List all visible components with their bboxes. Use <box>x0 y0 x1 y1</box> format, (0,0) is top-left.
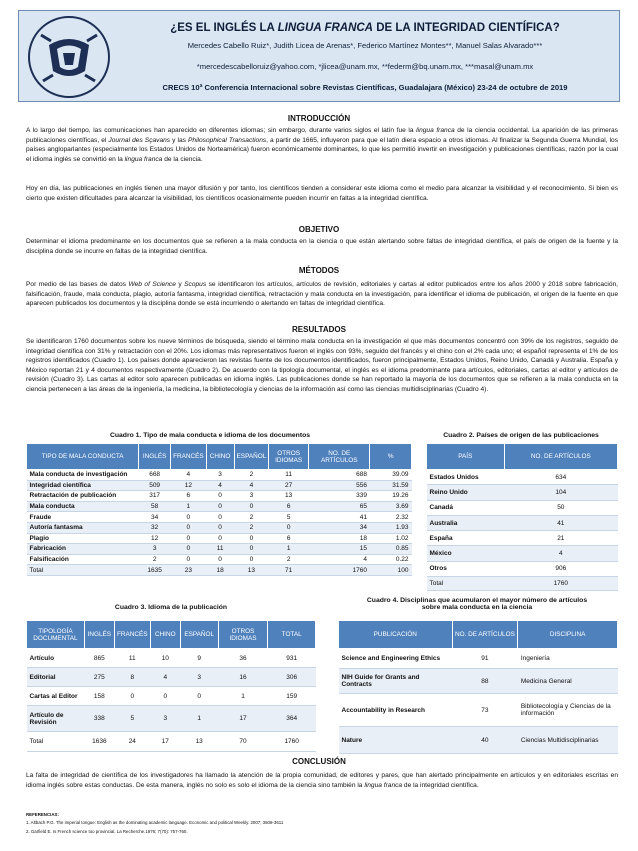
table-header: ESPAÑOL <box>234 444 269 470</box>
table-cell: NIH Guide for Grants and Contracts <box>339 669 453 694</box>
table-cell: 18 <box>206 565 234 576</box>
table-cell: Canadá <box>427 500 505 515</box>
table-cell: Fabricación <box>27 544 139 555</box>
cuadro3-caption: Cuadro 3. Idioma de la publicación <box>114 604 228 611</box>
table-cell: 0 <box>234 544 269 555</box>
table-cell: Total <box>427 577 505 591</box>
cuadro3-table <box>26 620 316 752</box>
table-row <box>339 649 618 669</box>
table-cell: 0 <box>150 687 180 706</box>
table-cell: 4 <box>309 554 370 565</box>
table-row <box>27 512 412 523</box>
table-cell: Medicina General <box>518 669 618 694</box>
references-heading: REFERENCIAS: <box>26 812 59 817</box>
table-cell: Plagio <box>27 533 139 544</box>
table-cell: 339 <box>309 491 370 502</box>
table-row <box>27 544 412 555</box>
table-cell: 13 <box>234 565 269 576</box>
table-cell: 1635 <box>139 565 171 576</box>
table-cell: 58 <box>139 501 171 512</box>
emails: *mercedescabelloruiz@yahoo.com, *jlicea@unam.mx, **federm@bq.unam.mx, ***masal@unam.mx <box>196 62 534 71</box>
table-cell: 3 <box>234 491 269 502</box>
table-row <box>427 515 618 530</box>
table-header: FRANCÉS <box>171 444 207 470</box>
table-cell: 1760 <box>309 565 370 576</box>
table-cell: Autoría fantasma <box>27 522 139 533</box>
table-cell: 6 <box>171 491 207 502</box>
table-header: DISCIPLINA <box>518 621 618 649</box>
unam-seal-logo <box>27 15 111 99</box>
cuadro1-caption: Cuadro 1. Tipo de mala conducta e idioma de los documentos <box>109 432 311 439</box>
table-cell: 13 <box>180 732 218 752</box>
table-header: TOTAL <box>268 621 316 649</box>
table-cell: 275 <box>84 668 114 687</box>
cuadro4-caption: Cuadro 4. Disciplinas que acumularon el mayor número de artículos sobre mala conducta en la ciencia <box>366 597 588 611</box>
table-cell: 70 <box>218 732 268 752</box>
table-cell: 27 <box>269 480 309 491</box>
table-cell: 2 <box>139 554 171 565</box>
table-cell: Bibliotecología y Ciencias de la información <box>518 694 618 727</box>
table-cell: 104 <box>504 485 617 500</box>
table-cell: 65 <box>309 501 370 512</box>
table-header: OTROS IDIOMAS <box>269 444 309 470</box>
table-total-row <box>27 565 412 576</box>
table-row <box>27 501 412 512</box>
table-cell: 0 <box>269 522 309 533</box>
table-cell: Retractación de publicación <box>27 491 139 502</box>
intro-paragraph-1: A lo largo del tiempo, las comunicaciones han aparecido en diferentes idiomas; sin embargo, durante varios siglos el latín fue la lingua franca de la ciencia occidental. La aparición de las primeras publicaciones científicas, el Journal des Sçavans y las Philosophical Transactions, a partir de 1665, influyeron para que el latín diera espacio a otros idiomas. Al finalizar la Segunda Guerra Mundial, los países angloparlantes (especialmente los Estados Unidos de Norteamérica) fueron económicamente dominantes, lo que les permitió invertir en investigación y publicaciones científicas, razón por la cual el idioma inglés se convirtió en la lingua franca de la ciencia. <box>26 127 619 163</box>
table-cell: 0 <box>206 501 234 512</box>
table-cell: 1760 <box>504 577 617 591</box>
table-cell: 4 <box>504 546 617 561</box>
table-cell: 12 <box>139 533 171 544</box>
table-cell: 0 <box>206 554 234 565</box>
table-header: CHINO <box>206 444 234 470</box>
table-cell: 0 <box>234 501 269 512</box>
table-cell: 338 <box>84 706 114 732</box>
table-cell: 17 <box>150 732 180 752</box>
table-row <box>27 649 316 668</box>
table-cell: 9 <box>180 649 218 668</box>
table-cell: 3 <box>150 706 180 732</box>
table-row <box>339 669 618 694</box>
table-cell: 1636 <box>84 732 114 752</box>
table-cell: 3.69 <box>370 501 412 512</box>
table-cell: 1 <box>218 687 268 706</box>
table-header: INGLÉS <box>84 621 114 649</box>
table-cell: 4 <box>171 470 207 481</box>
poster-header <box>18 10 620 102</box>
metodos-heading: MÉTODOS <box>298 266 340 275</box>
table-cell: 3 <box>139 544 171 555</box>
table-cell: Mala conducta de investigación <box>27 470 139 481</box>
table-cell: Fraude <box>27 512 139 523</box>
table-row <box>27 668 316 687</box>
table-cell: 931 <box>268 649 316 668</box>
table-row <box>27 470 412 481</box>
table-row <box>339 694 618 727</box>
table-row <box>427 470 618 485</box>
table-cell: Accountability in Research <box>339 694 453 727</box>
table-cell: 865 <box>84 649 114 668</box>
intro-heading: INTRODUCCIÓN <box>287 114 351 123</box>
table-cell: 11 <box>269 470 309 481</box>
table-cell: 0 <box>206 491 234 502</box>
table-cell: Otros <box>427 561 505 576</box>
table-cell: 0 <box>206 533 234 544</box>
table-cell: 15 <box>309 544 370 555</box>
cuadro1-table <box>26 443 412 576</box>
cuadro4-table <box>338 620 618 754</box>
table-header: ESPAÑOL <box>180 621 218 649</box>
table-row <box>27 706 316 732</box>
table-cell: 21 <box>504 531 617 546</box>
table-cell: 18 <box>309 533 370 544</box>
table-cell: 1 <box>180 706 218 732</box>
table-cell: 3 <box>206 470 234 481</box>
table-cell: 0 <box>171 522 207 533</box>
authors: Mercedes Cabello Ruiz*, Judith Licea de Arenas*, Federico Martínez Montes**, Manuel Salas Alvarado*** <box>187 41 543 50</box>
table-cell: 1 <box>171 501 207 512</box>
table-cell: 41 <box>309 512 370 523</box>
table-row <box>27 491 412 502</box>
table-cell: 4 <box>150 668 180 687</box>
table-row <box>427 546 618 561</box>
table-header: NO. DE ARTÍCULOS <box>309 444 370 470</box>
table-header: TIPO DE MALA CONDUCTA <box>27 444 139 470</box>
table-cell: 2.32 <box>370 512 412 523</box>
table-header: CHINO <box>150 621 180 649</box>
table-cell: México <box>427 546 505 561</box>
table-header: NO. DE ARTÍCULOS <box>504 444 617 470</box>
table-header: PAÍS <box>427 444 505 470</box>
table-cell: 88 <box>452 669 518 694</box>
table-cell: Estados Unidos <box>427 470 505 485</box>
table-cell: 50 <box>504 500 617 515</box>
table-cell: 10 <box>150 649 180 668</box>
table-cell: Science and Engineering Ethics <box>339 649 453 669</box>
cuadro2-table <box>426 443 618 591</box>
table-cell: 34 <box>309 522 370 533</box>
table-total-row <box>427 577 618 591</box>
table-cell: 0 <box>171 533 207 544</box>
table-row <box>27 480 412 491</box>
table-cell: 2 <box>234 512 269 523</box>
table-header: TIPOLOGÍA DOCUMENTAL <box>27 621 85 649</box>
conclusion-text: La falta de integridad de científica de los investigadores ha llamado la atención de la propia comunidad, de editores y pares, que han alertado principalmente en artículos y en editoriales escritas en idioma inglés sobre estas conductas. De esta manera, inglés no solo es solo el idioma de la ciencia sino también la lingua franca de la integridad científica. <box>26 772 618 789</box>
intro-paragraph-2: Hoy en día, las publicaciones en inglés tienen una mayor difusión y por tanto, los científicos tienden a considerar este idioma como el medio para alcanzar la visibilidad y el reconocimiento. Si bien es cierto que existen dificultades para alcanzar la visibilidad, los científicos ocasionalmente pueden incurrir en faltas a la integridad científica. <box>26 185 618 202</box>
table-cell: 159 <box>268 687 316 706</box>
reference-item: 1. Altbach P.G. The imperial tongue: English as the dominating academic language. Economic and political Weekly. 2007; 3608-3611 <box>26 820 284 825</box>
table-cell: 906 <box>504 561 617 576</box>
table-row <box>27 687 316 706</box>
table-cell: 11 <box>114 649 150 668</box>
table-cell: 5 <box>269 512 309 523</box>
table-cell: 5 <box>114 706 150 732</box>
table-cell: Australia <box>427 515 505 530</box>
table-cell: 100 <box>370 565 412 576</box>
table-row <box>27 533 412 544</box>
table-cell: 317 <box>139 491 171 502</box>
table-cell: 24 <box>114 732 150 752</box>
table-cell: 16 <box>218 668 268 687</box>
table-row <box>427 561 618 576</box>
table-cell: 1.93 <box>370 522 412 533</box>
table-cell: 0.85 <box>370 544 412 555</box>
table-cell: 0 <box>206 512 234 523</box>
table-cell: 6 <box>269 533 309 544</box>
table-cell: Cartas al Editor <box>27 687 85 706</box>
poster-title: ¿ES EL INGLÉS LA LINGUA FRANCA DE LA INTEGRIDAD CIENTÍFICA? <box>170 22 560 34</box>
table-cell: 0 <box>234 533 269 544</box>
table-cell: 1 <box>269 544 309 555</box>
table-header: OTROS IDIOMAS <box>218 621 268 649</box>
table-cell: 12 <box>171 480 207 491</box>
table-cell: 2 <box>269 554 309 565</box>
table-cell: 556 <box>309 480 370 491</box>
table-header: INGLÉS <box>139 444 171 470</box>
table-row <box>27 554 412 565</box>
table-cell: 2 <box>234 470 269 481</box>
table-cell: 364 <box>268 706 316 732</box>
table-cell: Artículo <box>27 649 85 668</box>
table-cell: Falsificación <box>27 554 139 565</box>
table-cell: Ingeniería <box>518 649 618 669</box>
table-header: FRANCÉS <box>114 621 150 649</box>
table-cell: España <box>427 531 505 546</box>
table-cell: 8 <box>114 668 150 687</box>
table-cell: Reino Unido <box>427 485 505 500</box>
table-cell: 36 <box>218 649 268 668</box>
table-cell: 158 <box>84 687 114 706</box>
table-cell: Ciencias Multidisciplinarias <box>518 727 618 754</box>
table-cell: Integridad científica <box>27 480 139 491</box>
table-cell: 3 <box>180 668 218 687</box>
table-cell: 668 <box>139 470 171 481</box>
table-cell: 91 <box>452 649 518 669</box>
conference: CRECS 10ª Conferencia Internacional sobre Revistas Científicas, Guadalajara (México) 23-24 de octubre de 2019 <box>162 83 568 92</box>
table-cell: 306 <box>268 668 316 687</box>
table-cell: 4 <box>234 480 269 491</box>
reference-item: 2. Garfield E. Is French science too provincial. La Recherche.1976; 7(70): 757-760. <box>26 829 188 834</box>
table-cell: 39.09 <box>370 470 412 481</box>
objetivo-heading: OBJETIVO <box>298 225 340 234</box>
table-row <box>339 727 618 754</box>
table-cell: 1.02 <box>370 533 412 544</box>
conclusion-heading: CONCLUSIÓN <box>292 757 346 766</box>
table-cell: 32 <box>139 522 171 533</box>
table-cell: 40 <box>452 727 518 754</box>
table-cell: Mala conducta <box>27 501 139 512</box>
table-cell: 4 <box>206 480 234 491</box>
table-cell: Total <box>27 732 85 752</box>
table-cell: 6 <box>269 501 309 512</box>
table-cell: 41 <box>504 515 617 530</box>
table-row <box>27 522 412 533</box>
table-cell: 2 <box>234 522 269 533</box>
table-cell: 509 <box>139 480 171 491</box>
table-cell: 13 <box>269 491 309 502</box>
table-cell: 31.59 <box>370 480 412 491</box>
table-header: PUBLICACIÓN <box>339 621 453 649</box>
table-cell: 19.26 <box>370 491 412 502</box>
table-cell: 34 <box>139 512 171 523</box>
table-cell: Total <box>27 565 139 576</box>
table-row <box>427 500 618 515</box>
table-cell: Nature <box>339 727 453 754</box>
table-header: NO. DE ARTÍCULOS <box>452 621 518 649</box>
table-row <box>427 531 618 546</box>
table-cell: 11 <box>206 544 234 555</box>
table-cell: 634 <box>504 470 617 485</box>
resultados-heading: RESULTADOS <box>292 325 346 334</box>
table-cell: 0 <box>234 554 269 565</box>
table-cell: 71 <box>269 565 309 576</box>
table-cell: 0.22 <box>370 554 412 565</box>
objetivo-text: Determinar el idioma predominante en los documentos que se refieren a la mala conducta en la ciencia o que están alertando sobre faltas de integridad científica, el país de origen de la fuente y la disciplina donde se incurre en faltas de la integridad científica. <box>26 238 618 255</box>
table-cell: 23 <box>171 565 207 576</box>
metodos-text: Por medio de las bases de datos Web of Science y Scopus se identificaron los artículos, artículos de revisión, editoriales y cartas al editor publicados entre los años 2000 y 2018 sobre fabricación, falsificación, fraude, mala conducta, plagio, autoría fantasma, integridad científica, retractación y mala conducta en la investigación, para identificar el idioma de publicación, el origen de la fuente en que aparecen publicados los documentos y la disciplina donde se está incurriendo o alertando en faltas de integridad científica. <box>26 281 618 308</box>
table-cell: 0 <box>206 522 234 533</box>
table-row <box>427 485 618 500</box>
table-cell: 1760 <box>268 732 316 752</box>
table-header: % <box>370 444 412 470</box>
table-cell: 0 <box>171 554 207 565</box>
table-cell: 17 <box>218 706 268 732</box>
table-cell: 688 <box>309 470 370 481</box>
table-cell: Editorial <box>27 668 85 687</box>
resultados-text: Se identificaron 1760 documentos sobre los nueve términos de búsqueda, siendo el término mala conducta en la investigación el que más documentos concentró con 39% de los registros, seguido de integridad científica con 31% y retractación con el 20%. Los idiomas más representativos fueron el inglés con 93%, seguido del francés y el chino con el 2% cada uno; el español representa el 1% de los registros identificados (Cuadro 1). Los países donde aparecieron las revistas fuente de los documentos identificados, fueron principalmente, Estados Unidos, Reino Unido, Canadá y Australia. España y México reportan 21 y 4 documentos respectivamente (Cuadro 2). De acuerdo con la tipología documental, el inglés es el idioma predominante para artículos, editoriales, cartas al editor y artículos de revisión (Cuadro 3). Las cartas al editor solo aparecen publicadas en idioma inglés. Las publicaciones donde se han reportado la mayoría de los documentos que se refieren a la mala conducta en la ciencia pertenecen a las áreas de la ingeniería, la medicina, la bibliotecología y ciencias de la información así como las ciencias multidisciplinarias (Cuadro 4). <box>26 338 618 393</box>
table-total-row <box>27 732 316 752</box>
table-cell: 0 <box>171 544 207 555</box>
table-cell: 0 <box>180 687 218 706</box>
table-cell: 73 <box>452 694 518 727</box>
table-cell: Artículo de Revisión <box>27 706 85 732</box>
table-cell: 0 <box>114 687 150 706</box>
table-cell: 0 <box>171 512 207 523</box>
cuadro2-caption: Cuadro 2. Países de origen de las publicaciones <box>443 432 599 439</box>
